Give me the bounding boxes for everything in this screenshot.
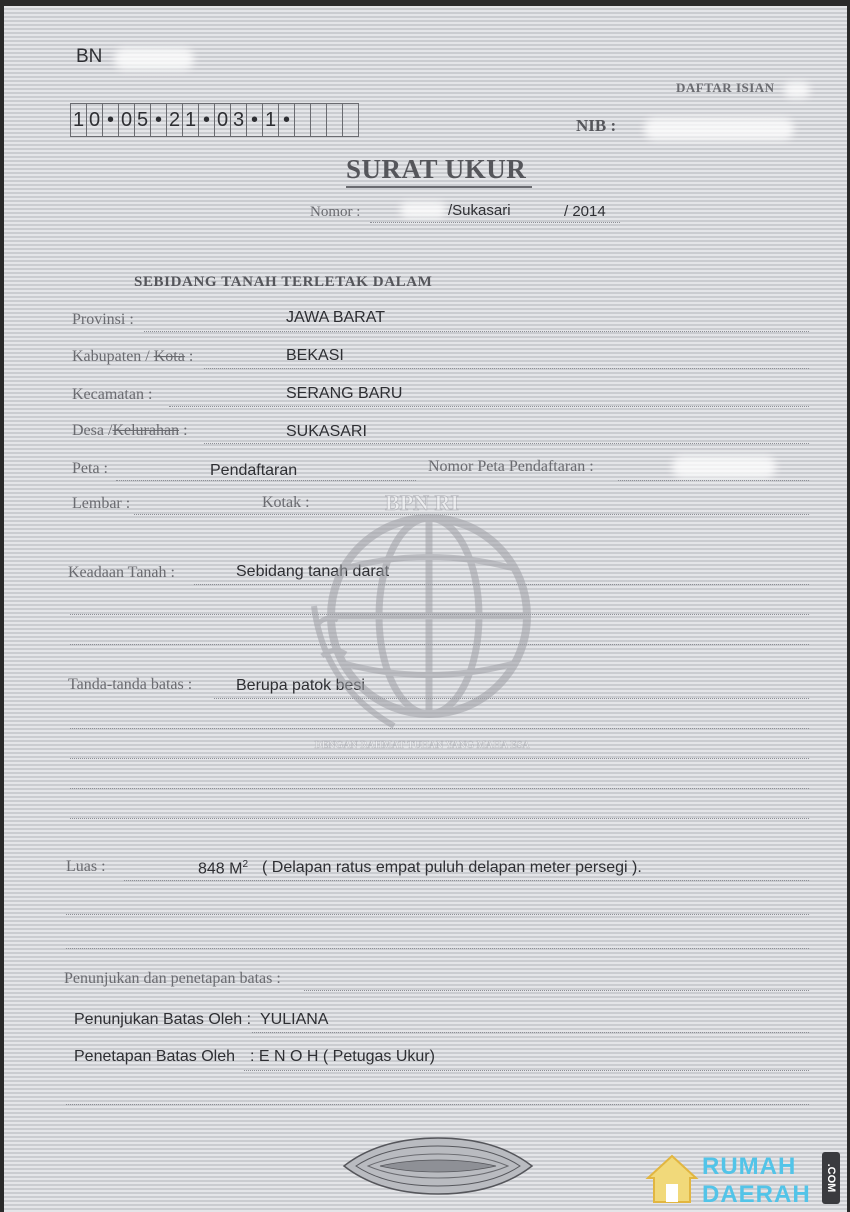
nomor-underline xyxy=(370,222,620,223)
rumah-daerah-logo xyxy=(644,1146,844,1208)
logo-line1: RUMAH xyxy=(702,1153,797,1180)
page-title: SURAT UKUR xyxy=(346,154,527,184)
section-heading: SEBIDANG TANAH TERLETAK DALAM xyxy=(134,274,433,290)
nomor-place: /Sukasari xyxy=(448,202,511,219)
kabupaten-label-struck: Kota xyxy=(153,348,185,365)
kotak-label: Kotak : xyxy=(262,494,310,511)
luas-label: Luas : xyxy=(66,858,106,875)
desa-label-b: : xyxy=(179,422,188,439)
number-cell xyxy=(327,104,343,136)
nomor-year: / 2014 xyxy=(564,203,606,220)
number-cell: 0 xyxy=(215,104,231,136)
nomor-peta-label: Nomor Peta Pendaftaran : xyxy=(428,458,594,475)
kabupaten-label xyxy=(72,348,193,366)
provinsi-line xyxy=(144,331,809,332)
redacted-nib xyxy=(644,118,794,140)
number-cell: 0 xyxy=(119,104,135,136)
nomor-label: Nomor : xyxy=(310,204,361,220)
peta-line xyxy=(116,480,416,481)
tanda-line-4 xyxy=(70,788,809,789)
redacted-nomor xyxy=(400,202,446,218)
tanda-batas-value: Berupa patok besi xyxy=(236,677,365,694)
penunjukan-oleh-label: Penunjukan Batas Oleh : xyxy=(74,1011,252,1028)
desa-line xyxy=(204,443,809,444)
penunjukan-oleh-value: YULIANA xyxy=(260,1011,329,1028)
watermark-bottom-text: DENGAN RAHMAT TUHAN YANG MAHA ESA xyxy=(314,740,530,751)
document-page xyxy=(4,6,847,1212)
bpn-watermark xyxy=(294,486,554,786)
security-seal xyxy=(340,1134,536,1198)
luas-line-2 xyxy=(66,914,809,915)
number-cell xyxy=(343,104,358,136)
number-cell xyxy=(295,104,311,136)
luas-line-3 xyxy=(66,948,809,949)
penetapan-value: : E N O H ( Petugas Ukur) xyxy=(250,1048,435,1065)
luas-line-1 xyxy=(124,880,809,881)
kecamatan-value: SERANG BARU xyxy=(286,385,403,402)
desa-label-struck: Kelurahan xyxy=(112,422,180,439)
kecamatan-label: Kecamatan : xyxy=(72,386,153,403)
number-cell: • xyxy=(199,104,215,136)
redacted-bn xyxy=(114,48,194,70)
penetapan-line xyxy=(244,1070,809,1071)
number-cell: 5 xyxy=(135,104,151,136)
number-cell: 0 xyxy=(87,104,103,136)
number-cell: • xyxy=(279,104,295,136)
peta-label: Peta : xyxy=(72,460,108,477)
keadaan-tanah-value: Sebidang tanah darat xyxy=(236,563,390,580)
desa-label-a: Desa / xyxy=(72,422,113,439)
number-cell: 1 xyxy=(71,104,87,136)
redacted-daftar xyxy=(784,82,810,98)
keadaan-tanah-label: Keadaan Tanah : xyxy=(68,564,175,581)
number-cell: • xyxy=(247,104,263,136)
penetapan-label: Penetapan Batas Oleh xyxy=(74,1048,236,1065)
peta-value: Pendaftaran xyxy=(210,462,298,479)
daftar-isian-label: DAFTAR ISIAN xyxy=(676,80,775,95)
luas-text: ( Delapan ratus empat puluh delapan meter persegi ). xyxy=(262,859,642,876)
number-cell: 1 xyxy=(263,104,279,136)
luas-value xyxy=(198,859,248,878)
number-cell: • xyxy=(151,104,167,136)
bn-label: BN xyxy=(76,46,103,67)
tanda-line-5 xyxy=(70,818,809,819)
number-boxes xyxy=(70,103,359,137)
penunjukan-oleh-line xyxy=(252,1032,809,1033)
provinsi-label: Provinsi : xyxy=(72,311,134,328)
number-cell: 2 xyxy=(167,104,183,136)
nomor-peta-line xyxy=(618,480,809,481)
desa-label xyxy=(72,422,188,440)
kabupaten-value: BEKASI xyxy=(286,347,344,364)
provinsi-value: JAWA BARAT xyxy=(286,309,385,326)
logo-line2: DAERAH xyxy=(702,1181,811,1208)
lembar-label: Lembar : xyxy=(72,495,131,512)
logo-suffix: .COM xyxy=(825,1163,838,1193)
luas-superscript: 2 xyxy=(242,859,249,870)
kecamatan-line xyxy=(169,406,809,407)
number-cell: 1 xyxy=(183,104,199,136)
bottom-line-1 xyxy=(66,1104,809,1105)
desa-value: SUKASARI xyxy=(286,423,367,440)
luas-number: 848 M xyxy=(198,860,243,878)
penunjukan-heading-line xyxy=(304,990,809,991)
kabupaten-label-a: Kabupaten / xyxy=(72,348,154,365)
nib-label: NIB : xyxy=(576,116,617,135)
kabupaten-label-b: : xyxy=(184,348,194,365)
number-cell: • xyxy=(103,104,119,136)
tanda-batas-label: Tanda-tanda batas : xyxy=(68,676,193,693)
number-cell: 3 xyxy=(231,104,247,136)
number-cell xyxy=(311,104,327,136)
watermark-top-text: BPN RI xyxy=(385,490,459,515)
redacted-nomor-peta xyxy=(672,456,776,478)
kabupaten-line xyxy=(204,368,809,369)
penunjukan-heading: Penunjukan dan penetapan batas : xyxy=(64,970,281,987)
title-underline xyxy=(346,186,532,188)
